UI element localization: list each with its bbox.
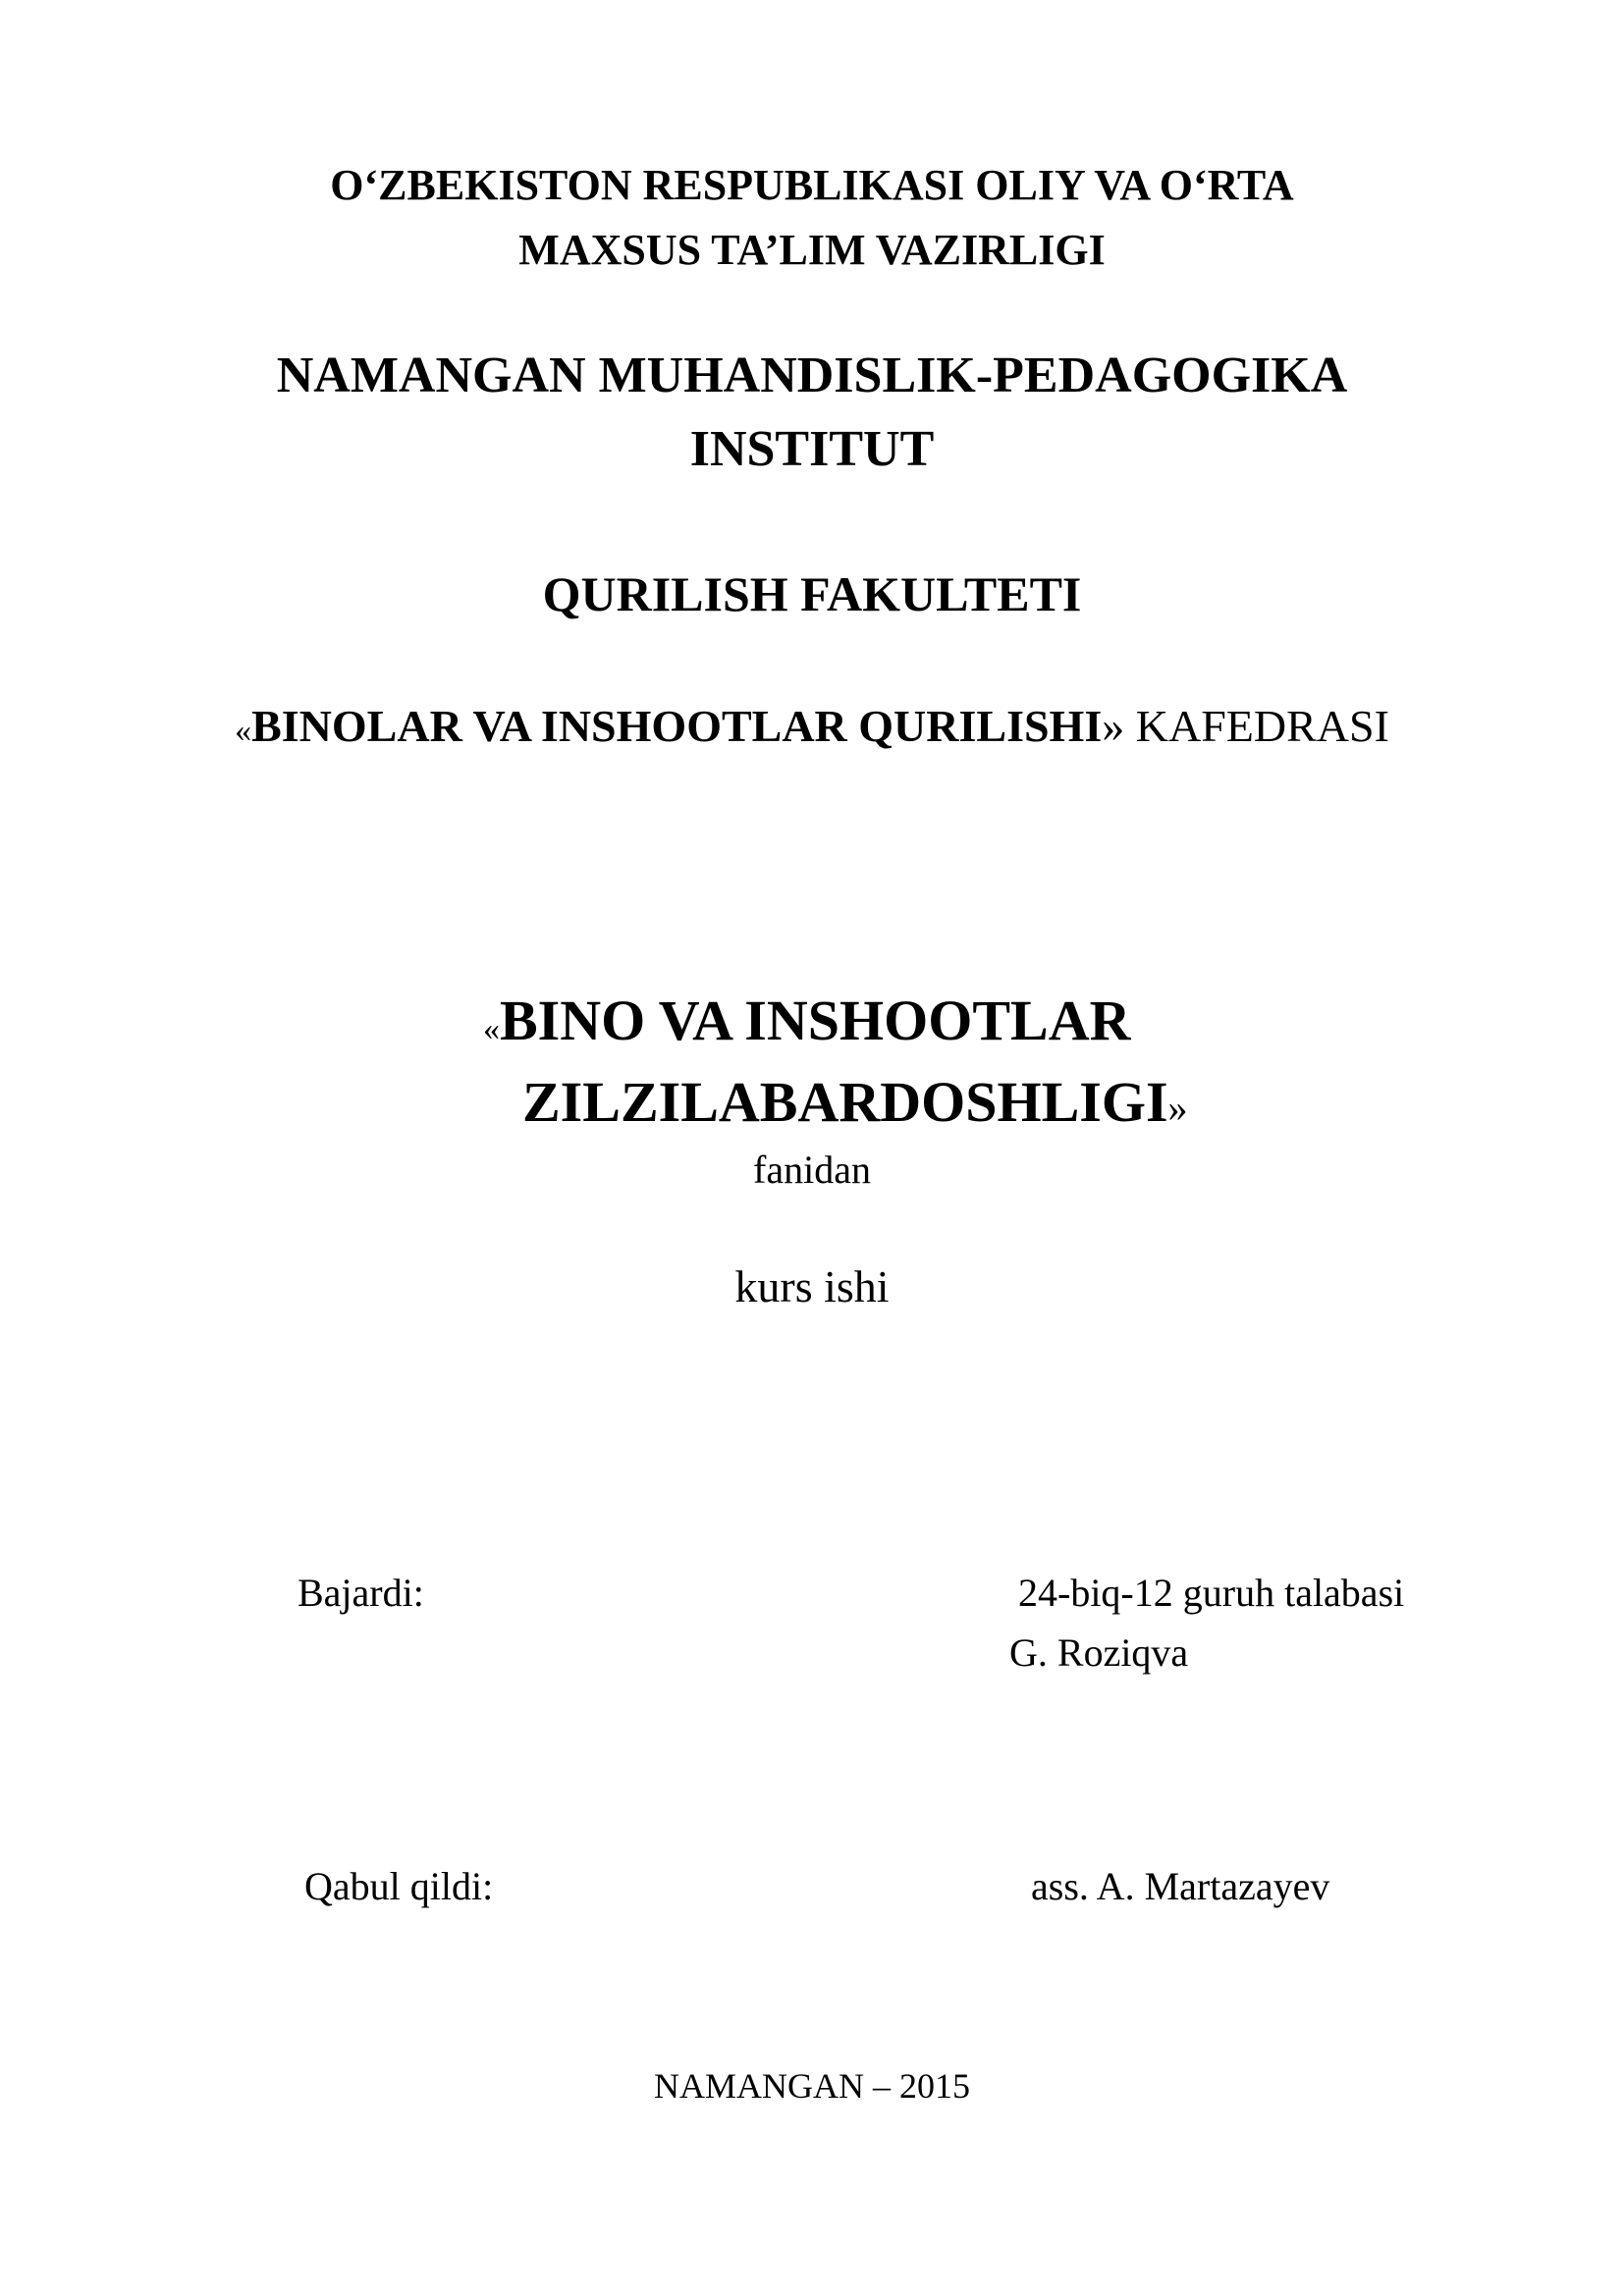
department-suffix: KAFEDRASI <box>1124 701 1389 751</box>
subject-fanidan: fanidan <box>753 1148 871 1192</box>
faculty-title: QURILISH FAKULTETI <box>542 566 1082 621</box>
performed-label: Bajardi: <box>298 1571 424 1615</box>
footer-city-year: NAMANGAN – 2015 <box>654 2066 970 2106</box>
department-name: BINOLAR VA INSHOOTLAR QURILISHI <box>251 701 1103 751</box>
subject-line-1-text: BINO VA INSHOOTLAR <box>500 988 1131 1052</box>
ministry-line-1: O‘ZBEKISTON RESPUBLIKASI OLIY VA O‘RTA <box>330 161 1294 209</box>
department-title <box>0 701 1624 751</box>
performed-group: 24-biq-12 guruh talabasi <box>1018 1571 1405 1615</box>
subject-line-2 <box>522 1070 1188 1134</box>
subject-line-1 <box>483 988 1131 1052</box>
work-type: kurs ishi <box>734 1261 890 1311</box>
accepted-label: Qabul qildi: <box>304 1864 494 1908</box>
department-close-quote: » <box>1102 701 1125 751</box>
accepted-teacher: ass. A. Martazayev <box>1031 1864 1330 1908</box>
subject-close-quote: » <box>1167 1086 1188 1130</box>
institute-line-2: INSTITUT <box>689 421 935 477</box>
institute-line-1: NAMANGAN MUHANDISLIK-PEDAGOGIKA <box>276 347 1348 403</box>
subject-open-quote: « <box>483 1011 500 1047</box>
subject-line-2-text: ZILZILABARDOSHLIGI <box>522 1070 1168 1134</box>
department-open-quote: « <box>235 713 252 749</box>
performed-student: G. Roziqva <box>1009 1630 1189 1675</box>
ministry-line-2: MAXSUS TA’LIM VAZIRLIGI <box>518 226 1106 274</box>
